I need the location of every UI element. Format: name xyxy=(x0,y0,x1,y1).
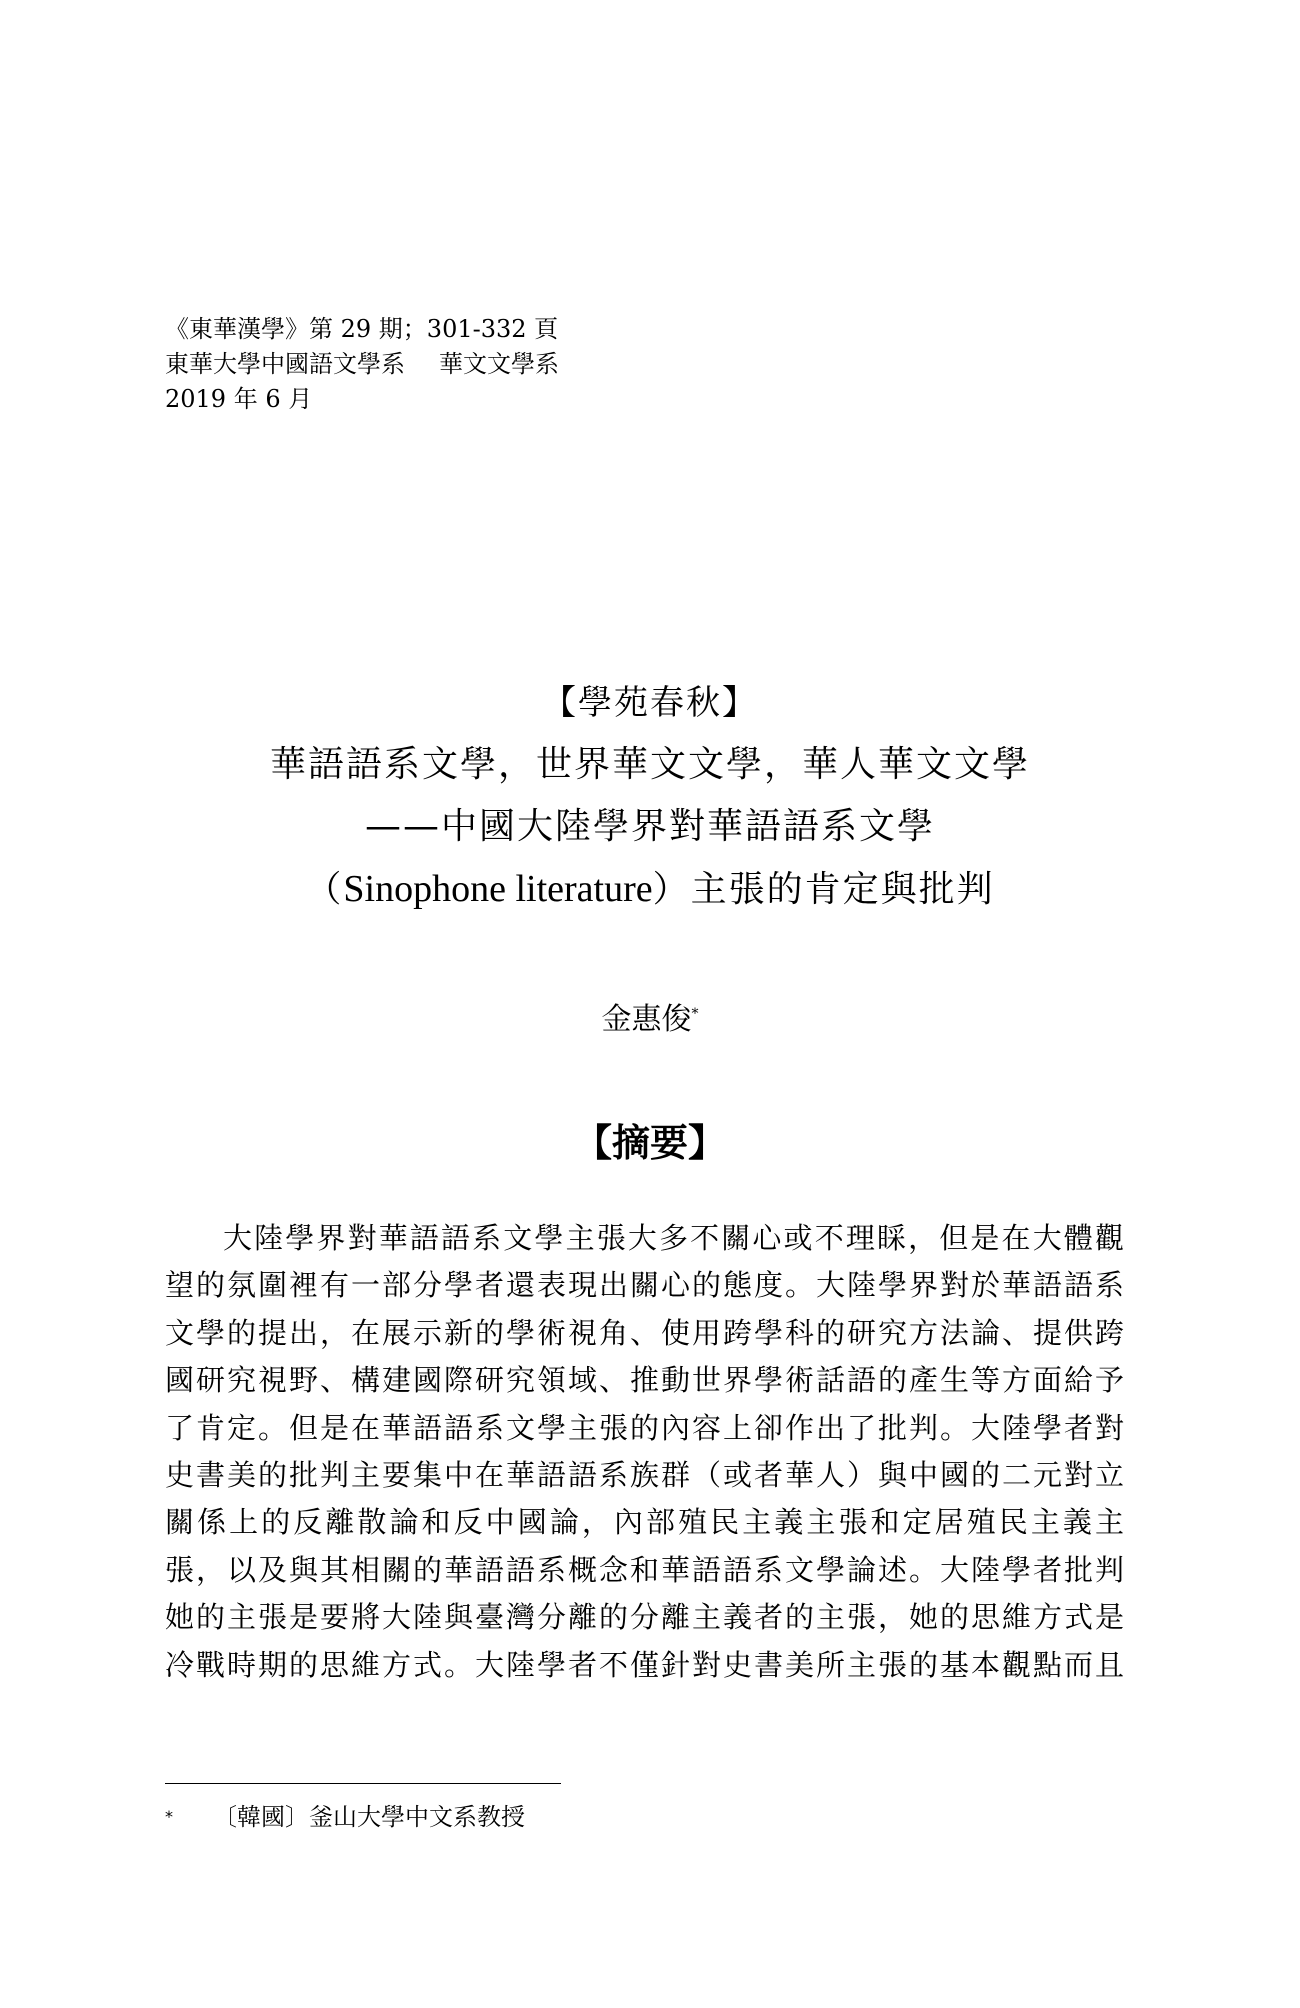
journal-citation: 《東華漢學》第 29 期；301-332 頁 xyxy=(165,315,559,343)
abstract-line: 了肯定。但是在華語語系文學主張的內容上卻作出了批判。大陸學者對 xyxy=(165,1410,1125,1445)
article-subtitle-line-1: ——中國大陸學界對華語語系文學 xyxy=(364,806,935,847)
journal-department-line xyxy=(165,347,559,382)
author-footnote-mark: * xyxy=(691,1006,699,1022)
abstract-line: 史書美的批判主要集中在華語語系族群（或者華人）與中國的二元對立 xyxy=(165,1458,1125,1493)
abstract-line: 國研究視野、構建國際研究領域、推動世界學術話語的產生等方面給予 xyxy=(165,1363,1125,1398)
abstract-line: 張，以及與其相關的華語語系概念和華語語系文學論述。大陸學者批判 xyxy=(165,1552,1125,1587)
subtitle-rest: ）主張的肯定與批判 xyxy=(652,869,995,910)
abstract-line: 關係上的反離散論和反中國論，內部殖民主義主張和定居殖民主義主 xyxy=(165,1505,1125,1540)
abstract-line: 她的主張是要將大陸與臺灣分離的分離主義者的主張，她的思維方式是 xyxy=(165,1600,1125,1635)
abstract-line: 文學的提出，在展示新的學術視角、使用跨學科的研究方法論、提供跨 xyxy=(165,1315,1125,1350)
abstract-line: 冷戰時期的思維方式。大陸學者不僅針對史書美所主張的基本觀點而且 xyxy=(165,1647,1125,1682)
article-subtitle-line-2 xyxy=(0,858,1300,921)
subtitle-english-term: Sinophone literature xyxy=(343,868,653,910)
author-byline xyxy=(0,1000,1300,1040)
footnote-mark: * xyxy=(165,1807,173,1826)
journal-date: 2019 年 6 月 xyxy=(165,385,313,413)
department-chinese: 東華大學中國語文學系 xyxy=(165,350,405,378)
article-title: 華語語系文學，世界華文文學，華人華文文學 xyxy=(269,744,1030,785)
footnote xyxy=(165,1800,525,1834)
abstract-line: 望的氛圍裡有一部分學者還表現出關心的態度。大陸學界對於華語語系 xyxy=(165,1268,1125,1303)
footnote-divider xyxy=(165,1783,561,1784)
department-sinophone: 華文文學系 xyxy=(439,350,559,378)
abstract-body xyxy=(165,1215,1125,1689)
article-title-block xyxy=(0,672,1300,921)
footnote-text: 〔韓國〕釜山大學中文系教授 xyxy=(213,1803,525,1831)
author-name: 金惠俊 xyxy=(601,1002,692,1037)
abstract-heading: 【摘要】 xyxy=(573,1121,726,1165)
journal-header-info xyxy=(165,312,559,417)
subtitle-open-paren: （ xyxy=(305,869,344,910)
abstract-line: 大陸學界對華語語系文學主張大多不關心或不理睬，但是在大體觀 xyxy=(223,1221,1125,1255)
column-tag: 【學苑春秋】 xyxy=(542,683,758,723)
